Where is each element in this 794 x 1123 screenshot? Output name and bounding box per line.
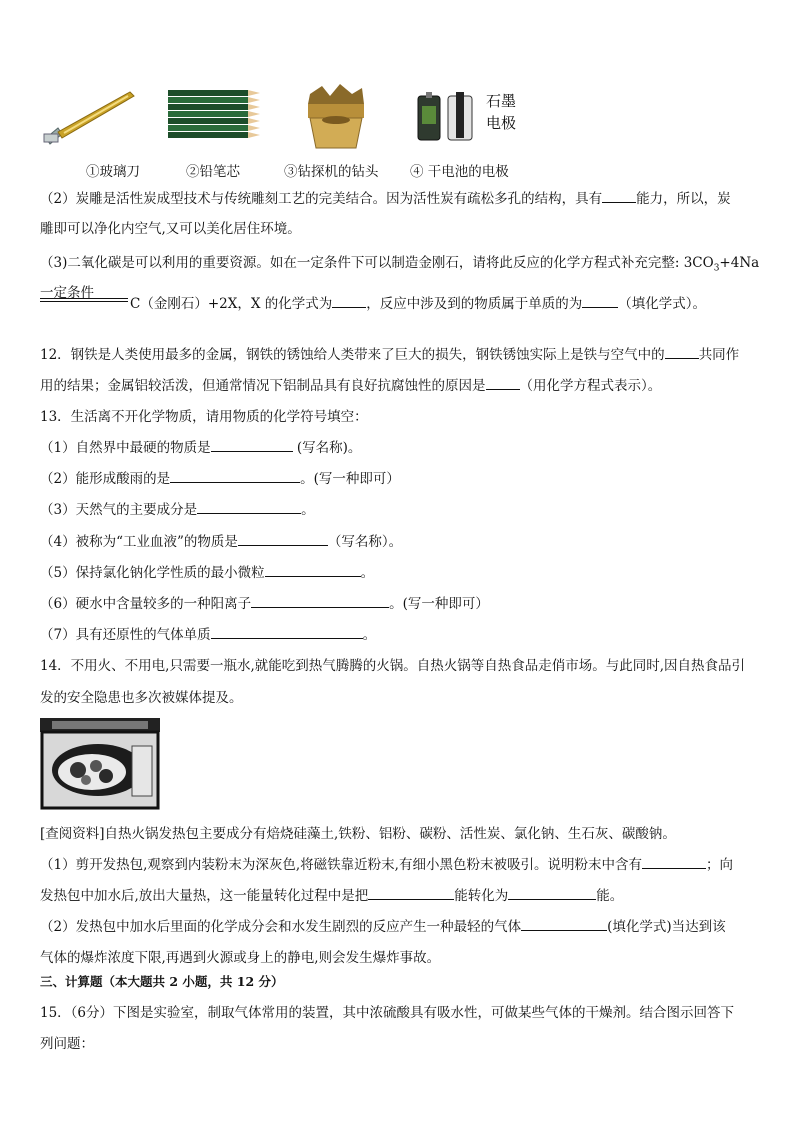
q15-line1: 15．（6分）下图是实验室，制取气体常用的装置，其中浓硫酸具有吸水性，可做某些气体的干燥剂。结合图示回答下 xyxy=(40,1005,735,1021)
q13-item-1: （1）自然界中最硬的物质是 (写名称)。 xyxy=(40,440,362,456)
answer-blank[interactable] xyxy=(251,595,389,608)
pencil-lead-image xyxy=(168,88,264,144)
q14-line2: 发的安全隐患也多次被媒体提及。 xyxy=(40,690,243,706)
q13-item-5: （5）保持氯化钠化学性质的最小微粒 。 xyxy=(40,565,375,581)
q14-material: [查阅资料]自热火锅发热包主要成分有焙烧硅藻土,铁粉、铝粉、碳粉、活性炭、氯化钠、生石灰、碳酸钠。 xyxy=(40,826,676,842)
battery-label-line1: 石墨 xyxy=(486,92,517,110)
q13-item-4: （4）被称为“工业血液”的物质是 （写名称）。 xyxy=(40,534,403,550)
q11-part3-line2: C（金刚石）+2X，X 的化学式为 ，反应中涉及到的物质属于单质的为 （填化学式）。 xyxy=(130,296,706,312)
q13-item-6: （6）硬水中含量较多的一种阳离子 。(写一种即可） xyxy=(40,596,489,612)
battery-label-line2: 电极 xyxy=(486,114,517,132)
answer-blank[interactable] xyxy=(508,887,596,900)
drill-bit-image xyxy=(300,80,372,152)
battery-electrode-image xyxy=(414,92,484,144)
glass-cutter-image xyxy=(40,88,136,148)
caption-4: ④ 干电池的电极 xyxy=(410,164,509,180)
caption-3: ③钻探机的钻头 xyxy=(284,164,379,180)
answer-blank[interactable] xyxy=(197,501,301,514)
q13-stem: 13．生活离不开化学物质，请用物质的化学符号填空： xyxy=(40,409,368,425)
reaction-condition: 一定条件 xyxy=(40,285,94,301)
answer-blank[interactable] xyxy=(486,377,520,390)
q14-part1-line2: 发热包中加水后,放出大量热，这一能量转化过程中是把 能转化为 能。 xyxy=(40,888,624,904)
q12-line2: 用的结果；金属铝较活泼，但通常情况下铝制品具有良好抗腐蚀性的原因是 （用化学方程式表示）。 xyxy=(40,378,662,394)
q11-part2-line1: （2）炭雕是活性炭成型技术与传统雕刻工艺的完美结合。因为活性炭有疏松多孔的结构，具有 能力，所以，炭 xyxy=(40,191,731,207)
self-heating-hotpot-photo xyxy=(40,718,160,810)
caption-1: ①玻璃刀 xyxy=(86,164,140,180)
equation-double-bar xyxy=(40,298,128,302)
q13-item-3: （3）天然气的主要成分是 。 xyxy=(40,502,315,518)
answer-blank[interactable] xyxy=(602,190,636,203)
answer-blank[interactable] xyxy=(211,626,363,639)
answer-blank[interactable] xyxy=(665,346,699,359)
q12-line1: 12．钢铁是人类使用最多的金属，钢铁的锈蚀给人类带来了巨大的损失，钢铁锈蚀实际上是铁与空气中的 共同作 xyxy=(40,347,740,363)
section-heading: 三、计算题（本大题共 2 小题，共 12 分） xyxy=(40,974,284,989)
q14-line1: 14．不用火、不用电,只需要一瓶水,就能吃到热气腾腾的火锅。自热火锅等自热食品走俏市场。与此同时,因自热食品引 xyxy=(40,658,746,674)
answer-blank[interactable] xyxy=(642,856,706,869)
answer-blank[interactable] xyxy=(582,295,618,308)
q11-part2-line2: 雕即可以净化内空气,又可以美化居住环境。 xyxy=(40,221,301,237)
answer-blank[interactable] xyxy=(521,918,607,931)
q13-item-2: （2）能形成酸雨的是 。(写一种即可） xyxy=(40,471,400,487)
answer-blank[interactable] xyxy=(368,887,454,900)
q11-part3-line1: （3)二氧化碳是可以利用的重要资源。如在一定条件下可以制造金刚石，请将此反应的化学方程式补充完整: $3CO_3+4Na$ xyxy=(40,255,760,274)
q14-part2-line1: （2）发热包中加水后里面的化学成分会和水发生剧烈的反应产生一种最轻的气体 (填化学式)当达到该 xyxy=(40,919,726,935)
q14-part2-line2: 气体的爆炸浓度下限,再遇到火源或身上的静电,则会发生爆炸事故。 xyxy=(40,950,441,966)
answer-blank[interactable] xyxy=(170,470,300,483)
answer-blank[interactable] xyxy=(332,295,366,308)
q14-part1-line1: （1）剪开发热包,观察到内装粉末为深灰色,将磁铁靠近粉末,有细小黑色粉末被吸引。说明粉末中含有 ；向 xyxy=(40,857,733,873)
q15-line2: 列问题： xyxy=(40,1036,94,1052)
answer-blank[interactable] xyxy=(211,439,293,452)
q13-item-7: （7）具有还原性的气体单质 。 xyxy=(40,627,377,643)
answer-blank[interactable] xyxy=(265,564,361,577)
answer-blank[interactable] xyxy=(238,533,328,546)
caption-2: ②铅笔芯 xyxy=(186,164,240,180)
